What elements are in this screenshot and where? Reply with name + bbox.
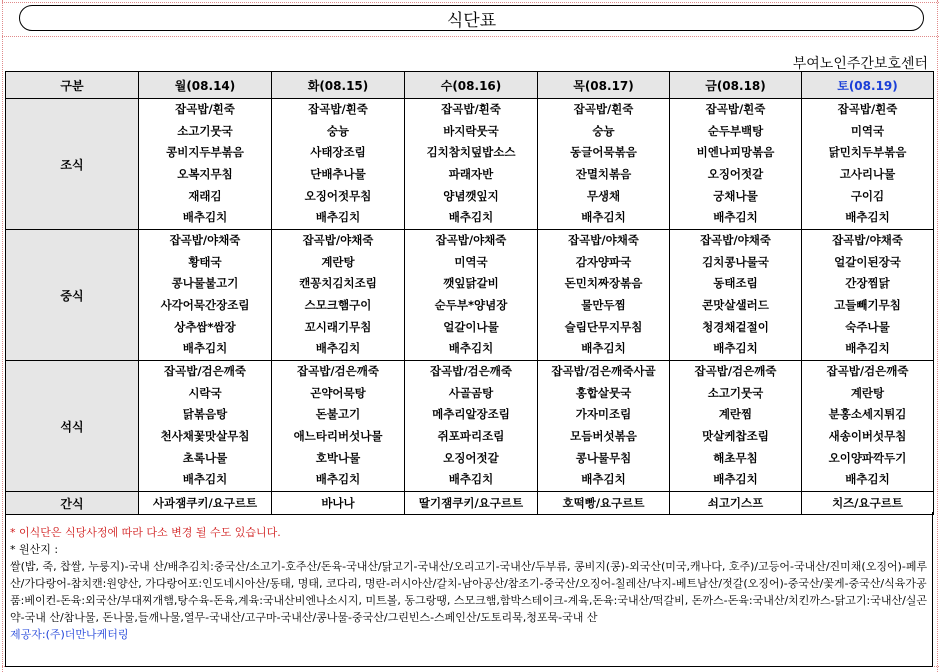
dish-item: 배추김치 xyxy=(713,210,758,225)
meal-cell xyxy=(272,230,405,361)
dish-item: 잡곡밥/흰죽 xyxy=(441,102,501,117)
dish-item: 사각어묵간장조림 xyxy=(160,298,250,312)
header-row xyxy=(6,72,934,99)
dish-item: 숭늉 xyxy=(326,123,350,138)
dish-item: 잡곡밥/흰죽 xyxy=(837,102,898,117)
dish-item: 배추김치 xyxy=(713,472,758,487)
dish-item: 닭볶음탕 xyxy=(182,407,228,422)
dish-item: 돈민치짜장볶음 xyxy=(564,276,643,291)
dish-item: 슬림단무지무침 xyxy=(564,319,643,334)
dish-item: 모듬버섯볶음 xyxy=(570,429,637,443)
meal-cell xyxy=(670,99,802,230)
dish-item: 순두부백탕 xyxy=(707,123,764,138)
dish-item: 잡곡밥/흰죽 xyxy=(705,102,766,117)
dish-item: 김치콩나물국 xyxy=(702,254,769,269)
dish-item: 배추김치 xyxy=(581,472,626,487)
meal-cell xyxy=(802,230,934,361)
dish-item: 숙주나물 xyxy=(845,319,890,334)
dish-item: 파래자반 xyxy=(448,167,494,181)
dish-item: 잡곡밥/흰죽 xyxy=(308,102,368,117)
dish-item: 비엔나피망볶음 xyxy=(696,145,775,160)
snack-cell: 쇠고기스프 xyxy=(670,492,802,515)
dish-item: 애느타리버섯나물 xyxy=(293,429,383,443)
dish-item: 궁채나물 xyxy=(713,188,758,203)
dish-item: 가자미조림 xyxy=(575,407,632,422)
dish-item: 잡곡밥/흰죽 xyxy=(573,102,634,117)
meal-cell xyxy=(802,99,934,230)
meal-row xyxy=(6,361,934,492)
dish-item: 숭늉 xyxy=(592,123,615,138)
meal-cell xyxy=(405,230,538,361)
dish-item: 잡곡밥/검은깨죽 xyxy=(164,364,246,379)
dish-item: 잔멸치볶음 xyxy=(575,167,632,181)
dish-item: 꼬시래기무침 xyxy=(304,319,372,334)
origin-text: 쌀(밥, 죽, 찹쌀, 누룽지)-국내 산/배추김치:중국산/소고기-호주산/돈육-국내산/닭고기-국내산/오리고기-국내산/두부류, 콩비지(콩)-외국산(미국,캐나다, 호주)/고등어-국내산/진미채(오징어)-페루산/가다랑어-참치캔:원양산, 가다랑어포:인도네시아산/동태, 명태, 코다리, 명란-러시아산/갈치-남아공산/참조기-중국산/오징어-칠레산/낙지-베트남산/젓갈(오징어)-중국산/꽃게-중국산/식육가공품:베이컨-돈육:외국산/부대찌개햄,탕수육-돈육,계육:국내산비엔나소시지, 미트볼, 동그랑땡, 스모크햄,함박스테이크-계육,돈육:국내산/떡갈비, 돈까스-돈육:국내산/치킨까스-닭고기:국내산/실곤약-국내 산/참나물, 돈나물,들깨나물,열무-국내산/고구마-국내산/콩나물-중국산/그린빈스-스페인산/도토리묵,청포묵-국내 산 xyxy=(10,560,928,624)
dish-item: 재래김 xyxy=(188,188,222,203)
meal-cell xyxy=(272,361,405,492)
dish-item: 초록나물 xyxy=(182,450,228,465)
header-wed: 수(08.16) xyxy=(405,72,538,99)
meal-label: 석식 xyxy=(6,361,139,492)
dish-item: 잡곡밥/야채죽 xyxy=(169,233,241,248)
dish-item: 메추리알장조림 xyxy=(432,407,510,422)
snack-cell: 치즈/요구르트 xyxy=(802,492,934,515)
dish-item: 양념깻잎지 xyxy=(443,188,499,203)
meal-label: 중식 xyxy=(6,230,139,361)
dish-item: 배추김치 xyxy=(448,472,494,487)
dish-item: 배추김치 xyxy=(315,472,361,487)
dish-item: 콩나물무침 xyxy=(575,450,632,465)
dish-item: 배추김치 xyxy=(315,210,361,225)
dish-item: 배추김치 xyxy=(315,341,361,356)
dish-item: 해초무침 xyxy=(713,450,758,465)
meal-cell xyxy=(538,230,670,361)
dish-item: 돈불고기 xyxy=(315,407,361,422)
meal-cell xyxy=(272,99,405,230)
dish-item: 캔꽁치김치조림 xyxy=(299,276,377,291)
meal-label-snack: 간식 xyxy=(6,492,139,515)
meal-label: 조식 xyxy=(6,99,139,230)
notice-text: * 이식단은 식당사정에 따라 다소 변경 될 수도 있습니다. xyxy=(10,526,281,539)
dish-item: 간장찜닭 xyxy=(845,276,890,291)
dish-item: 천사채꽃맛살무침 xyxy=(160,429,250,443)
dish-item: 잡곡밥/야채죽 xyxy=(832,233,903,248)
dish-item: 바지락뭇국 xyxy=(443,123,499,138)
dish-item: 깻잎닭갈비 xyxy=(443,276,499,291)
dish-item: 잡곡밥/검은깨죽 xyxy=(826,364,909,379)
meal-row xyxy=(6,230,934,361)
dish-item: 잡곡밥/흰죽 xyxy=(175,102,235,117)
meal-cell xyxy=(670,230,802,361)
header-category: 구분 xyxy=(6,72,139,99)
page-guide-header xyxy=(2,36,939,37)
dish-item: 잡곡밥/검은깨죽 xyxy=(430,364,512,379)
header-fri: 금(08.18) xyxy=(670,72,802,99)
dish-item: 새송이버섯무침 xyxy=(828,429,907,443)
dish-item: 배추김치 xyxy=(448,341,494,356)
dish-item: 잡곡밥/야채죽 xyxy=(700,233,771,248)
meal-cell xyxy=(802,361,934,492)
dish-item: 무생채 xyxy=(586,188,621,203)
dish-item: 잡곡밥/검은깨죽 xyxy=(297,364,379,379)
dish-item: 시락국 xyxy=(188,385,222,400)
dish-item: 맛살케찹조림 xyxy=(702,429,769,443)
dish-item: 오징어젓갈 xyxy=(443,450,499,465)
dish-item: 고사리나물 xyxy=(839,167,896,181)
meal-cell xyxy=(405,99,538,230)
dish-item: 배추김치 xyxy=(581,210,626,225)
dish-item: 배추김치 xyxy=(182,341,228,356)
meal-cell xyxy=(538,99,670,230)
center-name: 부여노인주간보호센터 xyxy=(792,56,928,72)
dish-item: 잡곡밥/야채죽 xyxy=(302,233,374,248)
dish-item: 배추김치 xyxy=(845,341,890,356)
dish-item: 배추김치 xyxy=(448,210,494,225)
meal-row xyxy=(6,99,934,230)
dish-item: 잡곡밥/검은깨죽사골 xyxy=(551,364,656,379)
dish-item: 소고기뭇국 xyxy=(177,123,233,138)
menu-table xyxy=(5,71,934,515)
dish-item: 잡곡밥/검은깨죽 xyxy=(694,364,777,379)
meal-cell xyxy=(139,99,272,230)
dish-item: 오징어젓무침 xyxy=(304,188,372,203)
dish-item: 배추김치 xyxy=(845,210,890,225)
dish-item: 구이김 xyxy=(850,188,885,203)
dish-item: 황태국 xyxy=(188,254,222,269)
dish-item: 배추김치 xyxy=(713,341,758,356)
page-guide-right xyxy=(937,0,938,672)
meal-cell xyxy=(405,361,538,492)
snack-cell: 사과잼쿠키/요구르트 xyxy=(139,492,272,515)
dish-item: 배추김치 xyxy=(581,341,626,356)
page-guide-left xyxy=(2,0,3,672)
dish-item: 배추김치 xyxy=(845,472,890,487)
notes-box xyxy=(5,512,933,667)
meal-cell xyxy=(139,230,272,361)
dish-item: 미역국 xyxy=(850,123,885,138)
header-tue: 화(08.15) xyxy=(272,72,405,99)
supplier-text: 제공자:(주)더만나케터링 xyxy=(10,628,129,641)
snack-cell: 호떡빵/요구르트 xyxy=(538,492,670,515)
dish-item: 잡곡밥/야채죽 xyxy=(435,233,507,248)
dish-item: 상추쌈*쌈장 xyxy=(174,319,236,334)
meal-cell xyxy=(670,361,802,492)
origin-label: * 원산지 : xyxy=(10,543,59,556)
dish-item: 홍합살뭇국 xyxy=(575,385,632,400)
dish-item: 계란찜 xyxy=(718,407,753,422)
dish-item: 계란탕 xyxy=(850,385,885,400)
dish-item: 사골곰탕 xyxy=(448,385,494,400)
dish-item: 미역국 xyxy=(454,254,488,269)
dish-item: 콘맛살샐러드 xyxy=(702,298,769,312)
dish-item: 얼갈이된장국 xyxy=(834,254,901,269)
page-title xyxy=(19,5,924,31)
dish-item: 콩나물불고기 xyxy=(171,276,239,291)
dish-item: 쥐포파리조림 xyxy=(437,429,505,443)
dish-item: 분홍소세지튀김 xyxy=(828,407,907,422)
dish-item: 동태조림 xyxy=(713,276,758,291)
header-sat: 토(08.19) xyxy=(802,72,934,99)
snack-cell: 바나나 xyxy=(272,492,405,515)
snack-cell: 딸기잼쿠키/요구르트 xyxy=(405,492,538,515)
page-guide-top xyxy=(2,2,939,3)
dish-item: 단배추나물 xyxy=(310,167,366,181)
dish-item: 닭민치두부볶음 xyxy=(828,145,907,160)
dish-item: 오이양파깍두기 xyxy=(828,450,907,465)
dish-item: 김치참치덮밥소스 xyxy=(426,145,516,160)
header-thu: 목(08.17) xyxy=(538,72,670,99)
meal-cell xyxy=(139,361,272,492)
meal-cell xyxy=(538,361,670,492)
dish-item: 호박나물 xyxy=(315,450,361,465)
dish-item: 곤약어묵탕 xyxy=(310,385,366,400)
dish-item: 물만두찜 xyxy=(581,298,626,312)
header-mon: 월(08.14) xyxy=(139,72,272,99)
dish-item: 계란탕 xyxy=(321,254,355,269)
dish-item: 배추김치 xyxy=(182,472,228,487)
dish-item: 동글어묵볶음 xyxy=(570,145,637,160)
dish-item: 오복지무침 xyxy=(177,167,233,181)
dish-item: 감자양파국 xyxy=(575,254,632,269)
dish-item: 고들빼기무침 xyxy=(834,298,901,312)
dish-item: 스모크햄구이 xyxy=(304,298,372,312)
dish-item: 순두부*양념장 xyxy=(434,298,508,312)
dish-item: 콩비지두부볶음 xyxy=(166,145,244,160)
dish-item: 배추김치 xyxy=(182,210,228,225)
dish-item: 청경채겉절이 xyxy=(702,319,769,334)
dish-item: 얼갈이나물 xyxy=(443,319,499,334)
dish-item: 소고기뭇국 xyxy=(707,385,764,400)
page-title-text: 식단표 xyxy=(446,10,497,31)
dish-item: 사태장조림 xyxy=(310,145,366,160)
dish-item: 잡곡밥/야채죽 xyxy=(568,233,639,248)
dish-item: 오징어젓갈 xyxy=(707,167,764,181)
